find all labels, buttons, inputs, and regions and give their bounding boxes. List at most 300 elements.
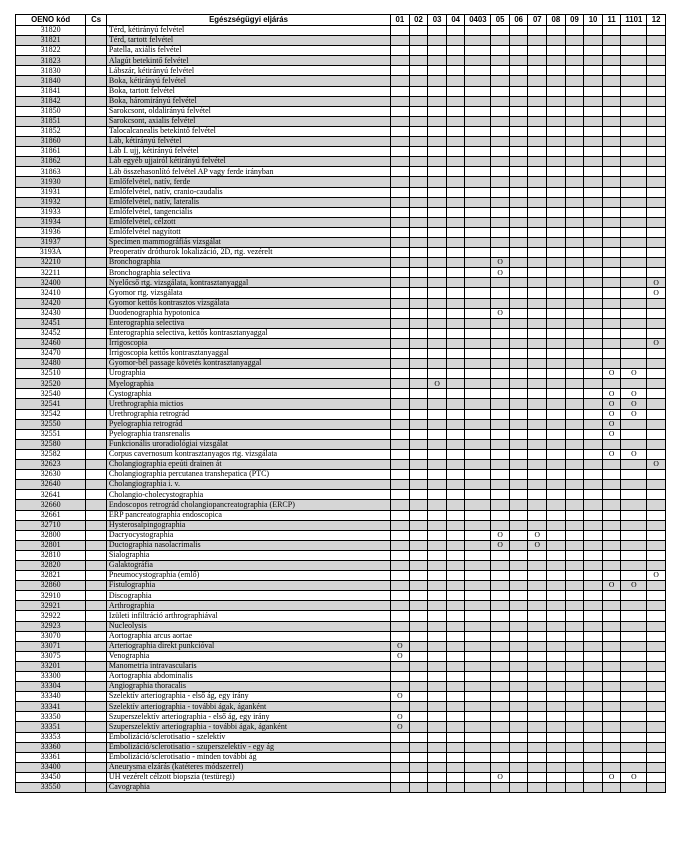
oeno-code-cell: 32923 — [16, 621, 86, 631]
mark-cell-10 — [584, 338, 603, 348]
column-header-6: 04 — [446, 15, 465, 26]
mark-cell-02 — [409, 682, 428, 692]
mark-cell-11 — [602, 349, 621, 359]
mark-cell-05 — [491, 318, 510, 328]
mark-cell-04 — [446, 76, 465, 86]
oeno-code-cell: 31862 — [16, 157, 86, 167]
mark-cell-03 — [428, 520, 447, 530]
mark-cell-08 — [547, 26, 566, 36]
mark-cell-03 — [428, 540, 447, 550]
mark-cell-0403 — [465, 510, 491, 520]
mark-cell-08 — [547, 116, 566, 126]
mark-cell-0403 — [465, 379, 491, 389]
mark-cell-12 — [647, 601, 666, 611]
mark-cell-11 — [602, 157, 621, 167]
mark-cell-03 — [428, 702, 447, 712]
mark-cell-07 — [528, 661, 547, 671]
mark-cell-05 — [491, 752, 510, 762]
mark-cell-01 — [391, 470, 410, 480]
mark-cell-02 — [409, 379, 428, 389]
mark-cell-12 — [647, 268, 666, 278]
mark-cell-09 — [565, 762, 584, 772]
mark-cell-06 — [509, 712, 528, 722]
mark-cell-06 — [509, 571, 528, 581]
mark-cell-01 — [391, 682, 410, 692]
mark-cell-11 — [602, 651, 621, 661]
mark-cell-08 — [547, 227, 566, 237]
mark-cell-0403 — [465, 36, 491, 46]
oeno-code-cell: 33353 — [16, 732, 86, 742]
mark-cell-05 — [491, 379, 510, 389]
mark-cell-09 — [565, 389, 584, 399]
mark-cell-1101 — [621, 661, 647, 671]
mark-cell-0403 — [465, 601, 491, 611]
mark-cell-01 — [391, 480, 410, 490]
mark-cell-01 — [391, 26, 410, 36]
mark-cell-11 — [602, 752, 621, 762]
mark-cell-0403 — [465, 692, 491, 702]
mark-cell-09 — [565, 722, 584, 732]
mark-cell-05: O — [491, 268, 510, 278]
mark-cell-1101 — [621, 560, 647, 570]
mark-cell-09 — [565, 308, 584, 318]
mark-cell-09 — [565, 56, 584, 66]
table-row — [16, 712, 666, 722]
mark-cell-0403 — [465, 288, 491, 298]
mark-cell-1101 — [621, 682, 647, 692]
procedure-name-cell: Cavographia — [106, 783, 390, 793]
mark-cell-01 — [391, 318, 410, 328]
mark-cell-06 — [509, 349, 528, 359]
mark-cell-10 — [584, 217, 603, 227]
mark-cell-07 — [528, 167, 547, 177]
mark-cell-1101 — [621, 66, 647, 76]
mark-cell-06 — [509, 692, 528, 702]
procedure-name-cell: Emlőfelvétel nagyított — [106, 227, 390, 237]
mark-cell-0403 — [465, 359, 491, 369]
mark-cell-08 — [547, 86, 566, 96]
mark-cell-09 — [565, 237, 584, 247]
mark-cell-01 — [391, 560, 410, 570]
oeno-code-cell: 31852 — [16, 126, 86, 136]
mark-cell-12 — [647, 732, 666, 742]
mark-cell-08 — [547, 217, 566, 227]
mark-cell-10 — [584, 369, 603, 379]
mark-cell-10 — [584, 641, 603, 651]
mark-cell-06 — [509, 237, 528, 247]
mark-cell-01 — [391, 783, 410, 793]
mark-cell-11 — [602, 470, 621, 480]
mark-cell-07 — [528, 268, 547, 278]
oeno-code-cell: 33361 — [16, 752, 86, 762]
mark-cell-06 — [509, 661, 528, 671]
mark-cell-05 — [491, 601, 510, 611]
mark-cell-0403 — [465, 722, 491, 732]
mark-cell-06 — [509, 379, 528, 389]
mark-cell-05 — [491, 571, 510, 581]
column-header-16: 12 — [647, 15, 666, 26]
mark-cell-05 — [491, 470, 510, 480]
mark-cell-1101 — [621, 227, 647, 237]
mark-cell-07 — [528, 762, 547, 772]
mark-cell-02 — [409, 217, 428, 227]
mark-cell-06 — [509, 409, 528, 419]
mark-cell-10 — [584, 429, 603, 439]
mark-cell-01: O — [391, 692, 410, 702]
cs-cell — [86, 752, 107, 762]
mark-cell-08 — [547, 389, 566, 399]
mark-cell-1101 — [621, 258, 647, 268]
mark-cell-04 — [446, 732, 465, 742]
mark-cell-08 — [547, 46, 566, 56]
table-row — [16, 298, 666, 308]
mark-cell-0403 — [465, 56, 491, 66]
mark-cell-09 — [565, 470, 584, 480]
mark-cell-03 — [428, 207, 447, 217]
mark-cell-01 — [391, 540, 410, 550]
procedure-table — [15, 14, 666, 793]
oeno-code-cell: 32420 — [16, 298, 86, 308]
mark-cell-02 — [409, 571, 428, 581]
mark-cell-12 — [647, 419, 666, 429]
mark-cell-1101 — [621, 611, 647, 621]
mark-cell-09 — [565, 318, 584, 328]
mark-cell-04 — [446, 338, 465, 348]
mark-cell-02 — [409, 601, 428, 611]
oeno-code-cell: 32922 — [16, 611, 86, 621]
table-row — [16, 490, 666, 500]
oeno-code-cell: 33351 — [16, 722, 86, 732]
mark-cell-07 — [528, 742, 547, 752]
mark-cell-08 — [547, 530, 566, 540]
mark-cell-02 — [409, 177, 428, 187]
oeno-code-cell: 32210 — [16, 258, 86, 268]
mark-cell-0403 — [465, 530, 491, 540]
mark-cell-09 — [565, 349, 584, 359]
mark-cell-08 — [547, 682, 566, 692]
mark-cell-08 — [547, 157, 566, 167]
mark-cell-11 — [602, 460, 621, 470]
mark-cell-12 — [647, 26, 666, 36]
mark-cell-05 — [491, 460, 510, 470]
cs-cell — [86, 328, 107, 338]
mark-cell-09 — [565, 26, 584, 36]
mark-cell-08 — [547, 460, 566, 470]
mark-cell-08 — [547, 490, 566, 500]
mark-cell-01 — [391, 611, 410, 621]
mark-cell-05 — [491, 581, 510, 591]
mark-cell-03 — [428, 692, 447, 702]
mark-cell-09 — [565, 601, 584, 611]
mark-cell-02 — [409, 661, 428, 671]
mark-cell-07 — [528, 349, 547, 359]
mark-cell-0403 — [465, 177, 491, 187]
mark-cell-09 — [565, 126, 584, 136]
procedure-name-cell: Galaktográfia — [106, 560, 390, 570]
mark-cell-02 — [409, 369, 428, 379]
mark-cell-12 — [647, 137, 666, 147]
mark-cell-1101 — [621, 752, 647, 762]
oeno-code-cell: 32820 — [16, 560, 86, 570]
mark-cell-10 — [584, 732, 603, 742]
table-row — [16, 722, 666, 732]
mark-cell-01 — [391, 46, 410, 56]
mark-cell-11 — [602, 227, 621, 237]
mark-cell-11 — [602, 268, 621, 278]
procedure-name-cell: Nucleolysis — [106, 621, 390, 631]
cs-cell — [86, 26, 107, 36]
mark-cell-09 — [565, 177, 584, 187]
oeno-code-cell: 31841 — [16, 86, 86, 96]
mark-cell-09 — [565, 429, 584, 439]
mark-cell-0403 — [465, 581, 491, 591]
mark-cell-04 — [446, 26, 465, 36]
mark-cell-02 — [409, 510, 428, 520]
mark-cell-10 — [584, 661, 603, 671]
mark-cell-01: O — [391, 722, 410, 732]
mark-cell-12 — [647, 56, 666, 66]
procedure-name-cell: Hysterosalpingographia — [106, 520, 390, 530]
mark-cell-03 — [428, 167, 447, 177]
procedure-name-cell: Manometria intravascularis — [106, 661, 390, 671]
mark-cell-05 — [491, 742, 510, 752]
mark-cell-10 — [584, 439, 603, 449]
mark-cell-02 — [409, 641, 428, 651]
mark-cell-10 — [584, 772, 603, 782]
cs-cell — [86, 147, 107, 157]
mark-cell-08 — [547, 419, 566, 429]
mark-cell-12 — [647, 470, 666, 480]
oeno-code-cell: 33350 — [16, 712, 86, 722]
table-row — [16, 429, 666, 439]
table-row — [16, 237, 666, 247]
mark-cell-03 — [428, 641, 447, 651]
table-row — [16, 36, 666, 46]
mark-cell-05 — [491, 560, 510, 570]
mark-cell-04 — [446, 712, 465, 722]
oeno-code-cell: 32480 — [16, 359, 86, 369]
mark-cell-11 — [602, 732, 621, 742]
mark-cell-06 — [509, 702, 528, 712]
oeno-code-cell: 33070 — [16, 631, 86, 641]
mark-cell-04 — [446, 550, 465, 560]
mark-cell-07 — [528, 470, 547, 480]
mark-cell-12 — [647, 702, 666, 712]
mark-cell-11 — [602, 177, 621, 187]
mark-cell-05 — [491, 419, 510, 429]
mark-cell-1101 — [621, 86, 647, 96]
mark-cell-02 — [409, 349, 428, 359]
mark-cell-06 — [509, 591, 528, 601]
oeno-code-cell: 32452 — [16, 328, 86, 338]
mark-cell-02 — [409, 167, 428, 177]
mark-cell-01 — [391, 429, 410, 439]
mark-cell-06 — [509, 631, 528, 641]
mark-cell-09 — [565, 86, 584, 96]
procedure-name-cell: Pyelographia retrográd — [106, 419, 390, 429]
mark-cell-11 — [602, 298, 621, 308]
oeno-code-cell: 31830 — [16, 66, 86, 76]
mark-cell-06 — [509, 611, 528, 621]
cs-cell — [86, 571, 107, 581]
mark-cell-0403 — [465, 682, 491, 692]
cs-cell — [86, 661, 107, 671]
mark-cell-12 — [647, 641, 666, 651]
mark-cell-01 — [391, 530, 410, 540]
mark-cell-01 — [391, 449, 410, 459]
mark-cell-03 — [428, 672, 447, 682]
mark-cell-07 — [528, 116, 547, 126]
mark-cell-01: O — [391, 712, 410, 722]
mark-cell-03 — [428, 248, 447, 258]
mark-cell-04 — [446, 116, 465, 126]
mark-cell-10 — [584, 349, 603, 359]
mark-cell-09 — [565, 581, 584, 591]
cs-cell — [86, 116, 107, 126]
mark-cell-11 — [602, 76, 621, 86]
oeno-code-cell: 32801 — [16, 540, 86, 550]
mark-cell-12 — [647, 439, 666, 449]
mark-cell-04 — [446, 46, 465, 56]
mark-cell-10 — [584, 560, 603, 570]
mark-cell-10 — [584, 631, 603, 641]
cs-cell — [86, 702, 107, 712]
table-row — [16, 449, 666, 459]
table-row — [16, 389, 666, 399]
mark-cell-09 — [565, 409, 584, 419]
mark-cell-09 — [565, 500, 584, 510]
mark-cell-1101 — [621, 712, 647, 722]
mark-cell-08 — [547, 651, 566, 661]
procedure-name-cell: Cystographia — [106, 389, 390, 399]
mark-cell-10 — [584, 126, 603, 136]
mark-cell-1101 — [621, 571, 647, 581]
mark-cell-06 — [509, 500, 528, 510]
table-row — [16, 369, 666, 379]
mark-cell-09 — [565, 207, 584, 217]
mark-cell-08 — [547, 571, 566, 581]
table-row — [16, 702, 666, 712]
mark-cell-01 — [391, 419, 410, 429]
mark-cell-02 — [409, 399, 428, 409]
mark-cell-07 — [528, 288, 547, 298]
mark-cell-12 — [647, 36, 666, 46]
cs-cell — [86, 449, 107, 459]
procedure-name-cell: Dacryocystographia — [106, 530, 390, 540]
mark-cell-08 — [547, 76, 566, 86]
mark-cell-06 — [509, 601, 528, 611]
mark-cell-09 — [565, 268, 584, 278]
mark-cell-02 — [409, 520, 428, 530]
mark-cell-0403 — [465, 389, 491, 399]
cs-cell — [86, 167, 107, 177]
mark-cell-03 — [428, 237, 447, 247]
mark-cell-02 — [409, 46, 428, 56]
mark-cell-01 — [391, 762, 410, 772]
mark-cell-0403 — [465, 338, 491, 348]
oeno-code-cell: 32400 — [16, 278, 86, 288]
cs-cell — [86, 338, 107, 348]
mark-cell-05 — [491, 550, 510, 560]
procedure-name-cell: Enterographia selectiva — [106, 318, 390, 328]
mark-cell-08 — [547, 258, 566, 268]
mark-cell-07 — [528, 126, 547, 136]
mark-cell-08 — [547, 379, 566, 389]
mark-cell-0403 — [465, 591, 491, 601]
mark-cell-0403 — [465, 449, 491, 459]
mark-cell-06 — [509, 429, 528, 439]
mark-cell-06 — [509, 389, 528, 399]
mark-cell-12 — [647, 530, 666, 540]
mark-cell-12 — [647, 349, 666, 359]
mark-cell-04 — [446, 560, 465, 570]
mark-cell-10 — [584, 742, 603, 752]
mark-cell-05: O — [491, 530, 510, 540]
mark-cell-05 — [491, 480, 510, 490]
mark-cell-04 — [446, 389, 465, 399]
oeno-code-cell: 32542 — [16, 409, 86, 419]
mark-cell-08 — [547, 308, 566, 318]
mark-cell-04 — [446, 66, 465, 76]
mark-cell-1101 — [621, 167, 647, 177]
oeno-code-cell: 33341 — [16, 702, 86, 712]
mark-cell-05 — [491, 147, 510, 157]
mark-cell-11 — [602, 540, 621, 550]
procedure-name-cell: Fistulographia — [106, 581, 390, 591]
mark-cell-12 — [647, 500, 666, 510]
mark-cell-06 — [509, 26, 528, 36]
mark-cell-12 — [647, 298, 666, 308]
mark-cell-11 — [602, 359, 621, 369]
mark-cell-10 — [584, 752, 603, 762]
mark-cell-10 — [584, 520, 603, 530]
mark-cell-04 — [446, 207, 465, 217]
mark-cell-02 — [409, 702, 428, 712]
mark-cell-03 — [428, 197, 447, 207]
mark-cell-07 — [528, 631, 547, 641]
mark-cell-08 — [547, 500, 566, 510]
mark-cell-10 — [584, 571, 603, 581]
mark-cell-12 — [647, 429, 666, 439]
mark-cell-10 — [584, 550, 603, 560]
table-row — [16, 460, 666, 470]
mark-cell-04 — [446, 268, 465, 278]
mark-cell-11 — [602, 480, 621, 490]
mark-cell-05 — [491, 237, 510, 247]
cs-cell — [86, 722, 107, 732]
mark-cell-04 — [446, 429, 465, 439]
mark-cell-1101 — [621, 46, 647, 56]
mark-cell-11 — [602, 258, 621, 268]
mark-cell-02 — [409, 36, 428, 46]
table-row — [16, 752, 666, 762]
oeno-code-cell: 33450 — [16, 772, 86, 782]
mark-cell-1101 — [621, 520, 647, 530]
mark-cell-1101 — [621, 187, 647, 197]
mark-cell-11 — [602, 520, 621, 530]
table-row — [16, 126, 666, 136]
mark-cell-0403 — [465, 772, 491, 782]
mark-cell-1101 — [621, 268, 647, 278]
mark-cell-12 — [647, 157, 666, 167]
cs-cell — [86, 258, 107, 268]
mark-cell-0403 — [465, 470, 491, 480]
mark-cell-1101 — [621, 480, 647, 490]
mark-cell-11 — [602, 116, 621, 126]
mark-cell-03 — [428, 106, 447, 116]
cs-cell — [86, 187, 107, 197]
mark-cell-07 — [528, 571, 547, 581]
